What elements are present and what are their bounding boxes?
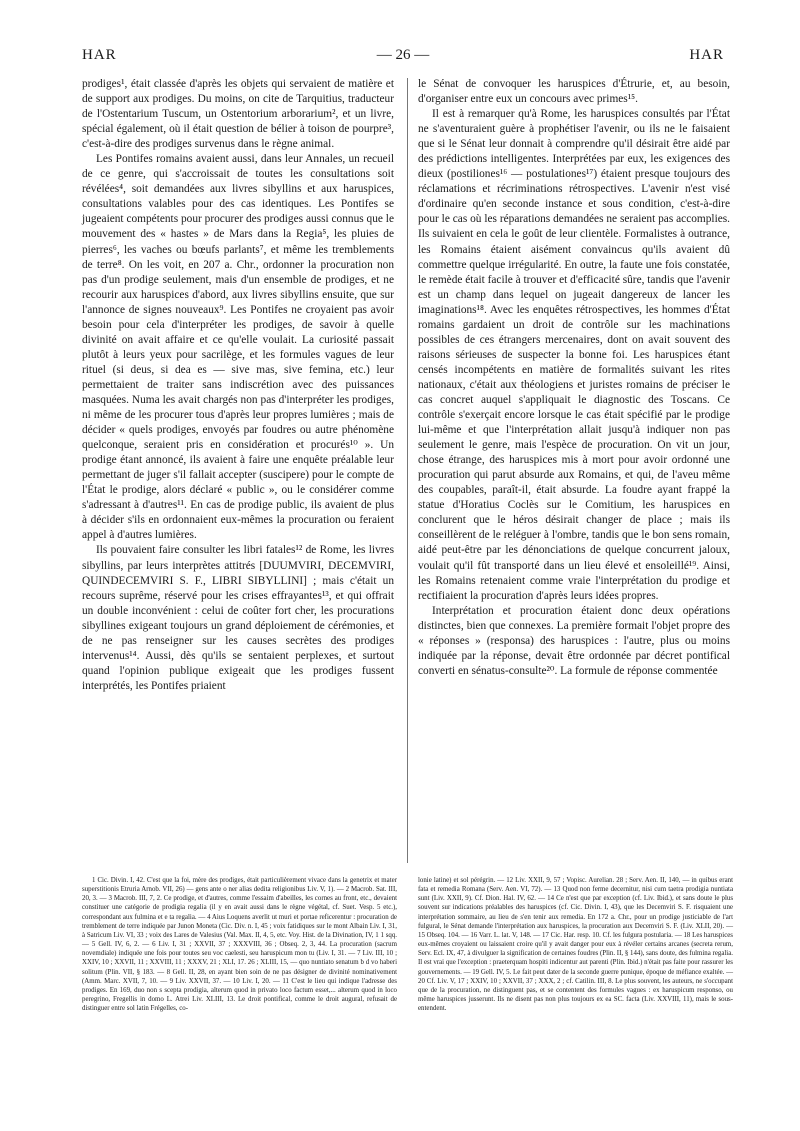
right-column (418, 77, 730, 864)
footnotes-left (82, 876, 397, 1013)
running-head-left: HAR (82, 47, 117, 63)
footnote-block: 1 Cic. Divin. I, 42. C'est que la foi, mère des prodiges, était particulièrement vivace dans la genetrix et mater superstitionis Etruria Arnob. VII, 26) — gens ante o ner alias dedita religionibus Liv. V, 1). — 2 Macrob. Sat. III, 20, 3. — 3 Macrob. III, 7, 2. Ce prodige, et d'autres, comme l'essaim d'abeilles, les cornes au front, etc., devaient constituer une catégorie de prodigia regalia (il y en avait aussi dans le règne végétal, cf. Suet. Vesp. 5 etc.), correspondant aux fulmina et e ta regalia. — 4 Aius Loquens averlit ut muri et portae reficerentur : procuration de tremblement de terre indiquée par Junon Moneta (Cic. Div. n. I, 45 ; voix fatidiques sur le mont Albain Liv. I, 31, à Satricum Liv. VI, 33 ; voix des Lares de Valesius (Val. Max. II, 4, 5, etc. Voy. Hist. de la Divination, IV, 1 1 sqq. — 5 Gell. IV, 6, 2. — 6 Liv. I, 31 ; XXVII, 37 ; XXXVIII, 36 ; Obseq. 2, 3, 44. La procuration (sacrum novemdiale) indiquée une fois pour toutes seu voc caelesti, seu haruspicum mon tu (Liv. I, 31. — 7 Liv. III, 10 ; XXIV, 10 ; XXVII, 11 ; XXVIII, 11 ; XXXV, 21 ; XLI, 17. 26 ; XLIII, 15, — quo nuntiato senatum b d vo haberi solitum (Plin. VII, § 183. — 8 Gell. II, 28, en ayant bien soin de ne pas désigner de divinité nominativement (Amm. Marc. XVII, 7, 10. — 9 Liv. XXVII, 37. — 10 Liv. I, 20. — 11 C'est le lieu qui indique l'adresse des prodiges. En 169, duo non s scepta prodigia, alterum quod in privato loco factum esset,... alterum quod in loco peregrino, Fregellis in domo L. Atrei Liv. XLIII, 13. Le droit pontifical, comme le droit augural, refusait de distinguer entre sol latin Frégelles, co- (82, 877, 397, 1013)
paragraph: Ils pouvaient faire consulter les libri fatales¹² de Rome, les livres sibyllins, par leurs interprètes attitrés [DUUMVIRI, DECEMVIRI, QUINDECEMVIRI S. F., LIBRI SIBYLLINI] ; mais c'était un recours suprême, réservé pour les crises effrayantes¹³, et qui offrait un double inconvénient : celui de coûter fort cher, les procurations sibyllines exigeant toujours un grand déploiement de cérémonies, et de ne pas renseigner sur les causes secrètes des prodiges intervenus¹⁴. Aussi, dès qu'ils se sentaient perplexes, et surtout quand l'opinion publique exigeait que les prodiges fussent interprétés, les Pontifes priaient (82, 544, 394, 692)
paragraph: prodiges¹, était classée d'après les objets qui servaient de matière et de support aux prodiges. Du moins, on cite de Tarquitius, traducteur de l'Ostentarium Tuscum, un Ostentorium arborarium², et un livre, spécial également, où il était question de bélier à toison de pourpre³, c'est-à-dire des prodiges survenus dans le règne animal. (82, 78, 394, 151)
column-divider (407, 78, 408, 863)
footnotes-right (418, 876, 733, 1013)
page-header (82, 47, 724, 67)
page-number: — 26 — (376, 47, 430, 63)
paragraph: le Sénat de convoquer les haruspices d'Étrurie, et, au besoin, d'organiser entre eux un concours avec primes¹⁵. (418, 78, 730, 106)
paragraph: Les Pontifes romains avaient aussi, dans leur Annales, un recueil de ce genre, qui s'accroissait de toutes les consultations soit révélées⁴, soit demandées aux livres sibyllins et aux haruspices, consultations valables pour des cas identiques. Les Pontifes se jugeaient compétents pour procurer des prodiges aussi connus que le mouvement des « hastes » de Mars dans la Regia⁵, les pluies de pierres⁶, les vaches ou bœufs parlants⁷, et même les tremblements de terre⁸. On les voit, en 207 a. Chr., ordonner la procuration non pas d'un prodige seulement, mais d'un ensemble de prodiges, et ne recourir aux haruspices d'abord, aux livres sibyllins ensuite, que sur l'annonce de signes nouveaux⁹. Les Pontifes ne croyaient pas avoir besoin pour cela d'interpréter les prodiges, de savoir à quelle divinité on avait affaire et ce qu'elle voulait. La curiosité passait plutôt à leurs yeux pour sacrilège, et les formules vagues de leur rituel (si deus, si dea es — sive mas, sive femina, etc.) leur permettaient de traiter sans indiscrétion avec des puissances masquées. Numa les avait chargés non pas d'interpréter les prodiges, ni même de les procurer tous d'après leur propres lumières ; mais de décider « quels prodiges, envoyés par foudres ou autre phénomène quelconque, seraient pris en considération et procurés¹⁰ ». Un prodige étant annoncé, ils avaient à faire une enquête préalable leur permettant de juger s'il fallait accepter (suscipere) pour le compte de l'État le prodige, alors déclaré « public », ou le considérer comme s'adressant à d'autres¹¹. En cas de prodige public, ils avaient de plus à décider s'ils en ordonnaient eux-mêmes la procuration ou feraient appel à d'autres lumières. (82, 153, 394, 542)
paragraph: Il est à remarquer qu'à Rome, les haruspices consultés par l'État ne s'aventuraient guère à prophétiser l'avenir, ou ils ne le faisaient que si le Sénat leur donnait à comprendre qu'il désirait être aidé par des prédictions intelligentes. Interprétées par eux, les exigences des dieux (postiliones¹⁶ — postulationes¹⁷) étaient presque toujours des réclamations et récriminations rétrospectives. L'avenir n'est visé d'ordinaire qu'en seconde instance et sous condition, c'est-à-dire pour le cas où les réparations demandées ne seraient pas accomplies. Ils suivaient en cela le goût de leur clientèle. Formalistes à outrance, les Romains étaient aisément convaincus qu'ils avaient dû commettre quelque irrégularité. En outre, la faute une fois constatée, le remède était facile à trouver et d'efficacité sûre, tandis que l'avenir est un champ dans lequel on jugeait dangereux de lancer les imaginations¹⁸. Avec les enquêtes rétrospectives, les hommes d'État romains gardaient un droit de contrôle sur les machinations possibles de ces étrangers mercenaires, dont on avait souvent des raisons sérieuses de suspecter la bonne foi. Les haruspices étant censés incompétents en matière de formalités suivant les rites nationaux, c'était aux théologiens et juristes romains de préciser le cas concret auquel s'appliquait le diagnostic des Toscans. Ce contrôle s'exerçait encore lorsque le cas était spécifié par le prodige lui-même et que l'interprétation allait jusqu'à indiquer non pas seulement le genre, mais l'espèce de procuration. On vit un jour, chose étrange, des haruspices mis à mort pour avoir ordonné une procuration qui parut absurde aux Romains, et qui, de l'aveu même des coupables, paraît-il, était absurde. La foudre ayant frappé la statue d'Horatius Coclès sur le Comitium, les haruspices en conclurent que le héros désirait changer de place ; mais ils conseillèrent de le reléguer à l'ombre, tandis que le bon sens romain, aidé peut-être par les dénonciations de quelque concurrent jaloux, voulait qu'il fût transporté dans un lieu élevé et ensoleillé¹⁹. Ainsi, les Romains retenaient comme vraie l'interprétation du prodige et rectifiaient la procuration d'après leurs idées propres. (418, 108, 730, 602)
paragraph: Interprétation et procuration étaient donc deux opérations distinctes, bien que connexes. La première formait l'objet propre des « réponses » (responsa) des haruspices : l'autre, plus ou moins indiquée par la réponse, devait être ordonnée par décret pontifical converti en sénatus-consulte²⁰. La formule de réponse commentée (418, 604, 730, 677)
running-head-right: HAR (689, 47, 724, 63)
footnote-block: lonie latine) et sol pérégrin. — 12 Liv. XXII, 9, 57 ; Vopisc. Aurelian. 28 ; Serv. Aen. II, 140, — in quibus erant fata et remedia Romana (Serv. Aen. VI, 72). — 13 Quod non ferme decernitur, nisi cum taetra prodigia nuntiata sunt (Liv. XXII, 9). Cf. Dion. Hal. IV, 62. — 14 Ce n'est que par exception (cf. Liv. Ibid.), et sans doute le plus souvent sur indications préalables des haruspices (cf. Cic. Divin. I, 43), que les Decemviri S. F. risquaient une interprétation sommaire, au lieu de s'en tenir aux remedia. En 172 a. Chr., pour un prodige justiciable de l'art fulgural, le Sénat demande l'interprétation aux haruspices, la procuration aux Decemviri S. F. (Liv. XLII, 20). — 15 Obseq. 104. — 16 Varr. L. lat. V, 148. — 17 Cic. Har. resp. 10. Cf. les fulgura postularia. — 18 Les haruspices eux-mêmes croyaient ou laissaient croire qu'il y avait danger pour eux à révéler certains arcanes (secreta rerum, Serv. Ecl. IX, 47, à divulguer la signification de certaines foudres (Plin. II, § 144), sans doute, des fulmina regalia. Il est vrai que l'exception : praeterquam hospiti indicentur aut parenti (Plin. Ibid.) n'était pas faite pour rassurer les gouvernements. — 19 Gell. IV, 5. Le fait peut dater de la seconde guerre punique, époque de méfiance exaltée. — 20 Cf. Liv. V, 17 ; XXIV, 10 ; XXVII, 37 ; XXX, 2 ; cf. Catilin. III, 8. Le plus souvent, les auteurs, ne s'occupant que de la procuration, ne distinguent pas, et se contentent des formules vagues : ex haruspicum responso, ou même haruspices jusserunt. Ils ne disent pas non plus toujours ex ea SC. facta (Liv. XXVIII, 11), mais le sous-entendent. (418, 877, 733, 1013)
left-column (82, 77, 394, 694)
